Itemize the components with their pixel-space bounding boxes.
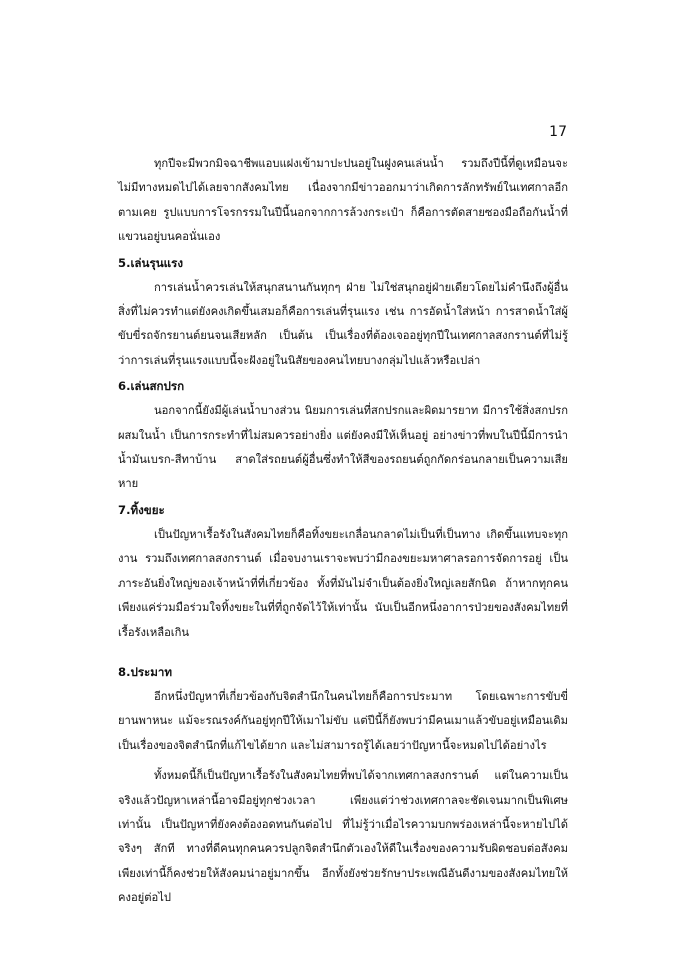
page-number: 17 (549, 124, 567, 140)
paragraph-conclusion: ทั้งหมดนี้ก็เป็นปัญหาเรื้อรังในสังคมไทยที่พบได้จากเทศกาลสงกรานต์ แต่ในความเป็นจริงแล้วปัญหาเหล่านี้อาจมีอยู่ทุกช่วงเวลา เพียงแต่ว่าช่วงเทศกาลจะชัดเจนมากเป็นพิเศษเท่านั้น เป็นปัญหาที่ยังคงต้องอดทนกันต่อไป ที่ไม่รู้ว่าเมื่อไรความบกพร่องเหล่านี้จะหายไปได้จริงๆ สักที ทางที่ดีคนทุกคนควรปลูกจิตสำนึกตัวเองให้ดีในเรื่องของความรับผิดชอบต่อสังคม เพียงเท่านี้ก็คงช่วยให้สังคมน่าอยู่มากขึ้น อีกทั้งยังช่วยรักษาประเพณีอันดีงามของสังคมไทยให้คงอยู่ต่อไป (118, 769, 568, 905)
heading-violent-play: 5.เล่นรุนแรง (118, 255, 183, 270)
paragraph-violent-play: การเล่นน้ำควรเล่นให้สนุกสนานกันทุกๆ ฝ่าย ไม่ใช่สนุกอยู่ฝ่ายเดียวโดยไม่คำนึงถึงผู้อื่น สิ่งที่ไม่ควรทำแต่ยังคงเกิดขึ้นเสมอก็คือการเล่นที่รุนแรง เช่น การอัดน้ำใส่หน้า การสาดน้ำใส่ผู้ขับขี่รถจักรยานต์ยนจนเสียหลัก เป็นต้น เป็นเรื่องที่ต้องเจออยู่ทุกปีในเทศกาลสงกรานต์ที่ไม่รู้ว่าการเล่นที่รุนแรงแบบนี้จะฝังอยู่ในนิสัยของคนไทยบางกลุ่มไปแล้วหรือเปล่า (118, 280, 568, 367)
document-body (118, 152, 568, 911)
paragraph-criminals: ทุกปีจะมีพวกมิจฉาชีพแอบแฝงเข้ามาปะปนอยู่ในฝูงคนเล่นน้ำ รวมถึงปีนี้ที่ดูเหมือนจะไม่มีทางหมดไปได้เลยจากสังคมไทย เนื่องจากมีข่าวออกมาว่าเกิดการลักทรัพย์ในเทศกาลอีกตามเคย รูปแบบการโจรกรรมในปีนี้นอกจากการล้วงกระเป๋า ก็คือการตัดสายซองมือถือกันน้ำที่แขวนอยู่บนคอนั่นเอง (118, 157, 568, 244)
heading-dirty-play: 6.เล่นสกปรก (118, 379, 185, 394)
paragraph-littering: เป็นปัญหาเรื้อรังในสังคมไทยก็คือทิ้งขยะเกลื่อนกลาดไม่เป็นที่เป็นทาง เกิดขึ้นแทบจะทุกงาน รวมถึงเทศกาลสงกรานต์ เมื่อจบงานเราจะพบว่ามีกองขยะมหาศาลรอการจัดการอยู่ เป็นภาระอันยิ่งใหญ่ของเจ้าหน้าที่ที่เกี่ยวข้อง ทั้งที่มันไม่จำเป็นต้องยิ่งใหญ่เลยสักนิด ถ้าหากทุกคนเพียงแค่ร่วมมือร่วมใจทิ้งขยะในที่ที่ถูกจัดไว้ให้เท่านั้น นับเป็นอีกหนึ่งอาการป่วยของสังคมไทยที่เรื้อรังเหลือเกิน (118, 527, 568, 639)
heading-littering: 7.ทิ้งขยะ (118, 502, 165, 517)
paragraph-carelessness: อีกหนึ่งปัญหาที่เกี่ยวข้องกับจิตสำนึกในคนไทยก็คือการประมาท โดยเฉพาะการขับขี่ยานพาหนะ แม้จะรณรงค์กันอยู่ทุกปีให้เมาไม่ขับ แต่ปีนี้ก็ยังพบว่ามีคนเมาแล้วขับอยู่เหมือนเดิม เป็นเรื่องของจิตสำนึกที่แก้ไขได้ยาก และไม่สามารถรู้ได้เลยว่าปัญหานี้จะหมดไปได้อย่างไร (118, 689, 568, 752)
paragraph-dirty-play: นอกจากนี้ยังมีผู้เล่นน้ำบางส่วน นิยมการเล่นที่สกปรกและผิดมารยาท มีการใช้สิ่งสกปรกผสมในน้ำ เป็นการกระทำที่ไม่สมควรอย่างยิ่ง แต่ยังคงมีให้เห็นอยู่ อย่างข่าวที่พบในปีนี้มีการนำน้ำมันเบรก-สีทาบ้าน สาดใส่รถยนต์ผู้อื่นซึ่งทำให้สีของรถยนต์ถูกกัดกร่อนกลายเป็นความเสียหาย (118, 404, 568, 491)
heading-carelessness: 8.ประมาท (118, 664, 173, 679)
